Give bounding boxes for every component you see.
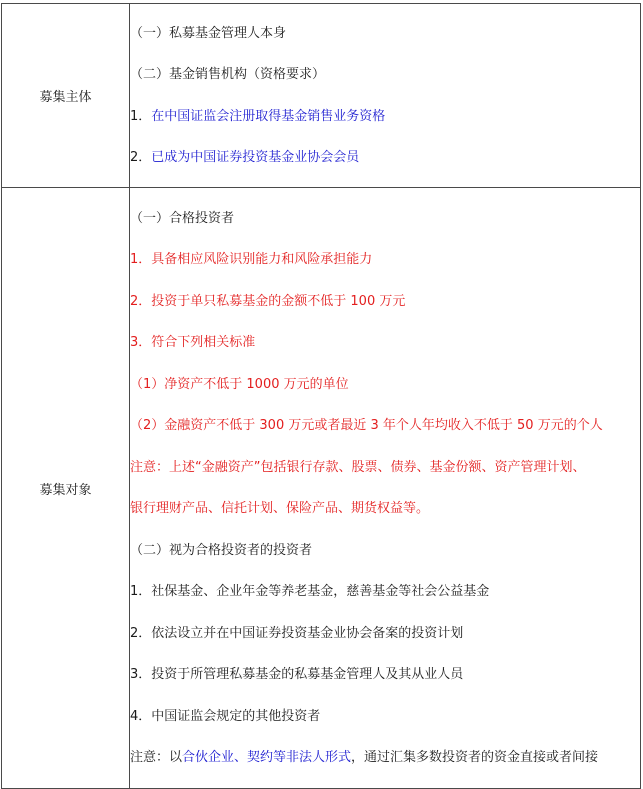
content-line: （一）合格投资者 [130,210,235,226]
content-line: 2．依法设立并在中国证券投资基金业协会备案的投资计划 [130,625,464,641]
content-line: 4．中国证监会规定的其他投资者 [130,708,321,724]
item-text: 在中国证监会注册取得基金销售业务资格 [151,108,386,124]
content-line: （二）视为合格投资者的投资者 [130,542,313,558]
row-label-text: 募集对象 [39,482,92,498]
content-line [130,137,640,179]
table-row-target [2,188,641,789]
row-label-target [2,188,130,789]
item-number: 1． [130,108,152,124]
row-content-target [130,188,641,789]
content-line: 3．投资于所管理私募基金的私募基金管理人及其从业人员 [130,667,464,682]
content-line [130,96,640,138]
row-label-subject [2,4,130,188]
content-line: （二）基金销售机构（资格要求） [130,67,326,82]
table-row-subject [2,4,641,188]
note-highlight: 合伙企业、契约等非法人形式 [182,750,352,765]
content-line: 2．投资于单只私募基金的金额不低于 100 万元 [130,293,406,309]
note-suffix: ，通过汇集多数投资者的资金直接或者间接 [351,750,599,765]
item-text: 已成为中国证券投资基金业协会会员 [151,150,360,165]
fundraising-rules-table [1,3,641,789]
content-line: 注意：上述“金融资产”包括银行存款、股票、债券、基金份额、资产管理计划、 [130,459,586,475]
row-label-text: 募集主体 [39,90,92,105]
content-line: （一）私募基金管理人本身 [130,25,287,41]
content-line: （1）净资产不低于 1000 万元的单位 [130,376,349,392]
content-line: （2）金融资产不低于 300 万元或者最近 3 年个人年均收入不低于 50 万元的个人 [130,418,603,433]
content-line: 1．具备相应风险识别能力和风险承担能力 [130,252,373,267]
content-line: 银行理财产品、信托计划、保险产品、期货权益等。 [130,501,430,516]
note-prefix: 注意：以 [130,750,183,765]
item-number: 2． [130,150,152,165]
content-line [130,737,640,779]
content-line: 1．社保基金、企业年金等养老基金，慈善基金等社会公益基金 [130,584,490,599]
content-line: 3．符合下列相关标准 [130,335,256,350]
row-content-subject [130,4,641,188]
